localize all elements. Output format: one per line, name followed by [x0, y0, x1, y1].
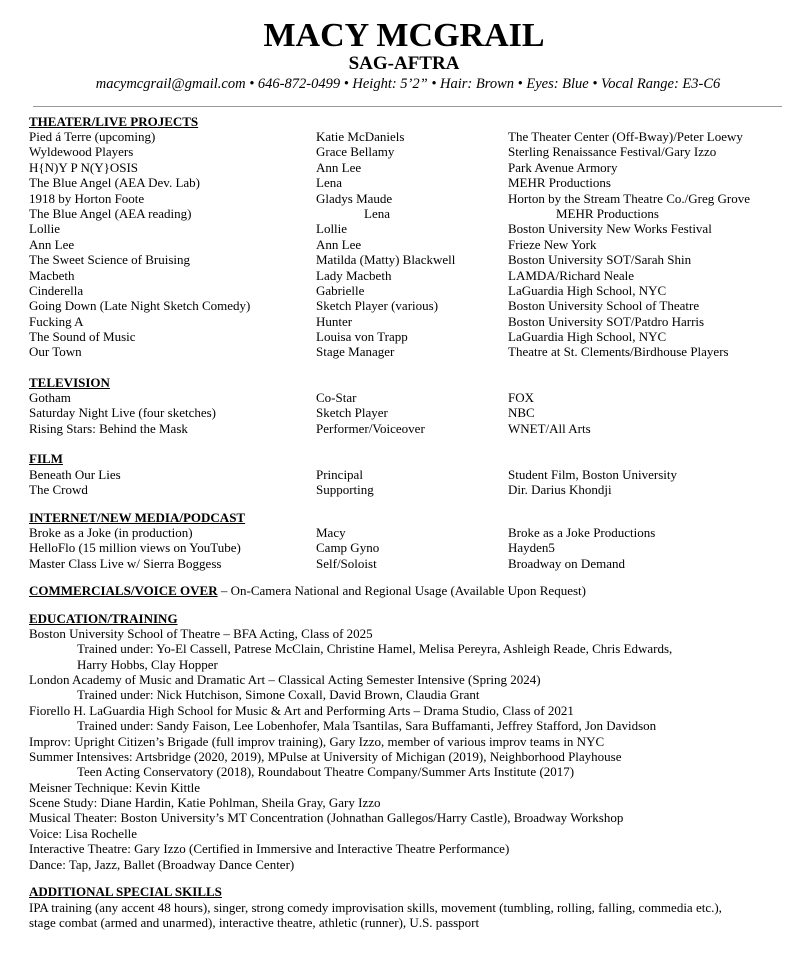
credit-role: Lena	[316, 175, 342, 191]
credit-title: Broke as a Joke (in production)	[29, 525, 193, 540]
credit-title: The Blue Angel (AEA Dev. Lab)	[29, 175, 200, 191]
credit-venue: Boston University New Works Festival	[508, 221, 712, 237]
credit-title: Cinderella	[29, 282, 84, 298]
credit-title: The Crowd	[29, 482, 88, 498]
education-line: Summer Intensives: Artsbridge (2020, 2019), MPulse at University of Michigan (2019), Neighborhood Playhouse	[29, 749, 622, 764]
education-line: Interactive Theatre: Gary Izzo (Certified in Immersive and Interactive Theatre Performance)	[29, 841, 510, 856]
credit-venue: LAMDA/Richard Neale	[508, 267, 634, 283]
education-line: Voice: Lisa Rochelle	[29, 826, 138, 841]
education-line: Meisner Technique: Kevin Kittle	[29, 780, 201, 795]
credit-title: Beneath Our Lies	[29, 467, 121, 482]
education-line: Trained under: Sandy Faison, Lee Lobenhofer, Mala Tsantilas, Sara Buffamanti, Jeffrey Stafford, Jon Davidson	[77, 718, 657, 733]
credit-title: Macbeth	[29, 267, 75, 283]
commercials-text: – On-Camera National and Regional Usage (Available Upon Request)	[217, 583, 586, 598]
credit-venue: Broadway on Demand	[508, 555, 625, 571]
credit-title: Saturday Night Live (four sketches)	[29, 405, 217, 421]
credit-role: Ann Lee	[316, 236, 362, 252]
credit-venue: FOX	[508, 390, 535, 405]
credit-venue: MEHR Productions	[556, 205, 659, 221]
credit-venue: LaGuardia High School, NYC	[508, 329, 667, 345]
education-line: London Academy of Music and Dramatic Art – Classical Acting Semester Intensive (Spring 2024)	[29, 672, 541, 687]
credit-role: Principal	[316, 467, 363, 482]
credit-title: Wyldewood Players	[29, 144, 134, 160]
credit-title: 1918 by Horton Foote	[29, 190, 145, 206]
credit-role: Gabrielle	[316, 282, 365, 298]
credit-venue: LaGuardia High School, NYC	[508, 282, 667, 298]
credit-venue: WNET/All Arts	[508, 420, 591, 436]
credit-title: Going Down (Late Night Sketch Comedy)	[29, 298, 251, 314]
section-heading-film: FILM	[29, 451, 63, 466]
education-line: Musical Theater: Boston University’s MT Concentration (Johnathan Gallegos/Harry Castle), Broadway Workshop	[29, 810, 624, 825]
credit-venue: Frieze New York	[508, 236, 597, 252]
credit-role: Lena	[364, 205, 390, 221]
credit-title: Master Class Live w/ Sierra Boggess	[29, 555, 222, 571]
credit-role: Self/Soloist	[316, 555, 377, 571]
education-line: Boston University School of Theatre – BFA Acting, Class of 2025	[29, 626, 373, 641]
credit-title: Ann Lee	[29, 236, 75, 252]
credit-role: Camp Gyno	[316, 540, 380, 556]
credit-venue: Sterling Renaissance Festival/Gary Izzo	[508, 144, 717, 160]
credit-role: Stage Manager	[316, 344, 395, 360]
section-heading-television: TELEVISION	[29, 375, 110, 390]
commercials-line	[29, 583, 586, 598]
credit-title: Our Town	[29, 344, 82, 360]
credit-venue: Boston University School of Theatre	[508, 298, 700, 314]
credit-venue: Horton by the Stream Theatre Co./Greg Grove	[508, 190, 750, 206]
credit-role: Lollie	[316, 221, 348, 237]
credit-role: Hunter	[316, 313, 353, 329]
section-heading-internet: INTERNET/NEW MEDIA/PODCAST	[29, 510, 246, 525]
section-heading-education: EDUCATION/TRAINING	[29, 611, 178, 626]
section-heading-skills: ADDITIONAL SPECIAL SKILLS	[29, 884, 222, 899]
credit-title: The Sweet Science of Bruising	[29, 252, 191, 268]
credit-role: Macy	[316, 525, 346, 540]
credit-role: Ann Lee	[316, 159, 362, 175]
credit-venue: Hayden5	[508, 540, 555, 556]
skills-line: stage combat (armed and unarmed), interactive theatre, athletic (runner), U.S. passport	[29, 915, 480, 930]
credit-role: Gladys Maude	[316, 190, 393, 206]
credit-role: Katie McDaniels	[316, 129, 405, 144]
contact-line: macymcgrail@gmail.com • 646-872-0499 • Height: 5’2” • Hair: Brown • Eyes: Blue • Vocal Range: E3-C6	[95, 76, 721, 92]
credit-venue: Broke as a Joke Productions	[508, 525, 656, 540]
education-line: Harry Hobbs, Clay Hopper	[77, 657, 218, 672]
skills-line: IPA training (any accent 48 hours), singer, strong comedy improvisation skills, movement (tumbling, rolling, falling, commedia etc.),	[29, 900, 722, 915]
credit-venue: Boston University SOT/Patdro Harris	[508, 313, 705, 329]
education-line: Improv: Upright Citizen’s Brigade (full improv training), Gary Izzo, member of various improv teams in NYC	[29, 734, 605, 749]
credit-venue: Student Film, Boston University	[508, 467, 678, 482]
credit-title: Rising Stars: Behind the Mask	[29, 420, 188, 436]
education-line: Teen Acting Conservatory (2018), Roundabout Theatre Company/Summer Arts Institute (2017)	[77, 764, 575, 779]
credit-role: Sketch Player	[316, 405, 388, 421]
credit-role: Lady Macbeth	[316, 267, 392, 283]
credit-title: Pied á Terre (upcoming)	[29, 129, 156, 144]
credit-role: Sketch Player (various)	[316, 298, 439, 314]
credit-venue: Dir. Darius Khondji	[508, 482, 612, 498]
credit-role: Grace Bellamy	[316, 144, 395, 160]
credit-role: Supporting	[316, 482, 374, 498]
credit-venue: MEHR Productions	[508, 175, 611, 191]
credit-role: Co-Star	[316, 390, 357, 405]
education-line: Trained under: Nick Hutchison, Simone Coxall, David Brown, Claudia Grant	[77, 687, 480, 702]
section-heading-theater: THEATER/LIVE PROJECTS	[29, 114, 199, 129]
header-divider	[33, 106, 782, 107]
credit-venue: Theatre at St. Clements/Birdhouse Players	[508, 344, 729, 360]
credit-venue: Boston University SOT/Sarah Shin	[508, 252, 692, 268]
union-affiliation: SAG-AFTRA	[348, 53, 460, 74]
credit-title: The Sound of Music	[29, 329, 136, 345]
credit-role: Louisa von Trapp	[316, 329, 408, 345]
section-heading-commercials: COMMERCIALS/VOICE OVER	[29, 583, 218, 598]
credit-venue: NBC	[508, 405, 535, 421]
credit-role: Matilda (Matty) Blackwell	[316, 252, 456, 268]
education-line: Scene Study: Diane Hardin, Katie Pohlman, Sheila Gray, Gary Izzo	[29, 795, 381, 810]
education-line: Fiorello H. LaGuardia High School for Music & Art and Performing Arts – Drama Studio, Class of 2021	[29, 703, 574, 718]
credit-role: Performer/Voiceover	[316, 420, 425, 436]
credit-title: HelloFlo (15 million views on YouTube)	[29, 540, 241, 556]
credit-venue: Park Avenue Armory	[508, 159, 618, 175]
credit-title: H{N)Y P N(Y}OSIS	[29, 159, 139, 175]
education-line: Trained under: Yo-El Cassell, Patrese McClain, Christine Hamel, Melisa Pereyra, Ashleigh Reade, Chris Edwards,	[77, 641, 673, 656]
credit-venue: The Theater Center (Off-Bway)/Peter Loewy	[508, 129, 743, 144]
credit-title: The Blue Angel (AEA reading)	[29, 205, 192, 221]
resume-name: MACY MCGRAIL	[263, 17, 545, 54]
education-line: Dance: Tap, Jazz, Ballet (Broadway Dance Center)	[29, 857, 295, 872]
credit-title: Gotham	[29, 390, 71, 405]
credit-title: Fucking A	[29, 313, 84, 329]
credit-title: Lollie	[29, 221, 61, 237]
